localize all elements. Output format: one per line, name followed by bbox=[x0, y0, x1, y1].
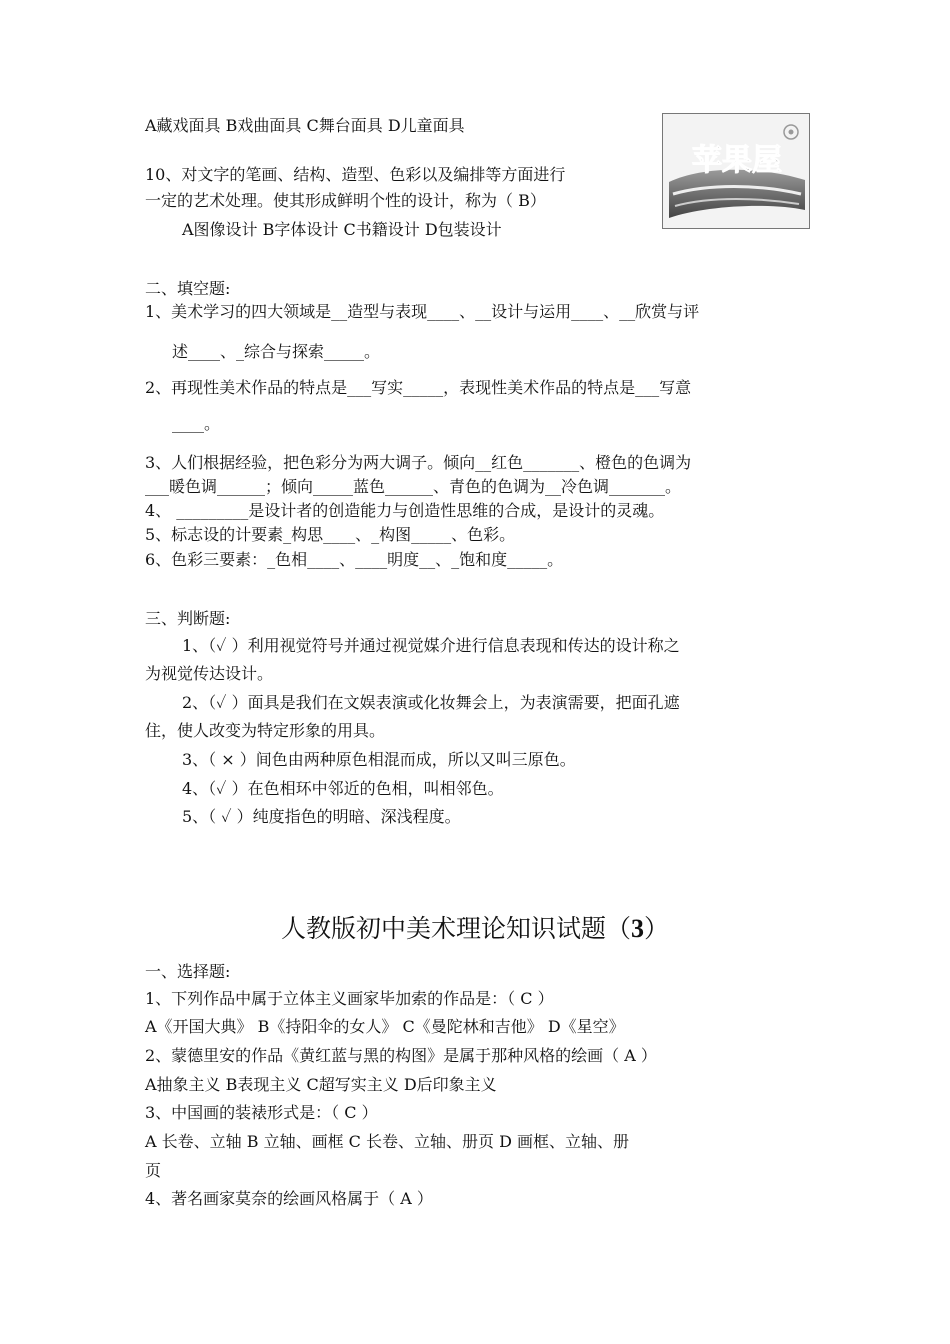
choice-line: A 长卷、立轴 B 立轴、画框 C 长卷、立轴、册页 D 画框、立轴、册 bbox=[145, 1132, 629, 1151]
fill-line: 4、 _________是设计者的创造能力与创造性思维的合成，是设计的灵魂。 bbox=[145, 501, 665, 520]
q10-line2: 一定的艺术处理。使其形成鲜明个性的设计，称为（ B） bbox=[145, 191, 546, 210]
judge-line: 3、（ × ）间色由两种原色相混而成，所以又叫三原色。 bbox=[182, 750, 576, 769]
q9-options: A藏戏面具 B戏曲面具 C舞台面具 D儿童面具 bbox=[145, 116, 465, 135]
fill-line: 5、标志设的计要素_构思____、_构图_____、色彩。 bbox=[145, 525, 516, 544]
choice-line: 2、蒙德里安的作品《黄红蓝与黑的构图》是属于那种风格的绘画（ A ） bbox=[145, 1046, 657, 1065]
judge-line: 1、（✓ ）利用视觉符号并通过视觉媒介进行信息表现和传达的设计称之 bbox=[182, 636, 680, 655]
fill-line: ___暖色调______；倾向_____蓝色______、青色的色调为__冷色调_______。 bbox=[145, 477, 682, 496]
svg-text:苹果屋: 苹果屋 bbox=[692, 143, 782, 178]
judge-line: 住，使人改变为特定形象的用具。 bbox=[145, 721, 386, 740]
choice-line: 3、中国画的装裱形式是：（ C ） bbox=[145, 1103, 378, 1122]
choice-line: 页 bbox=[145, 1161, 162, 1180]
fill-line: 2、再现性美术作品的特点是___写实_____，表现性美术作品的特点是___写意 bbox=[145, 378, 692, 397]
fill-line: 6、色彩三要素：_色相____、____明度__、_饱和度_____。 bbox=[145, 550, 564, 569]
fill-line: 1、美术学习的四大领域是__造型与表现____、__设计与运用____、__欣赏与评 bbox=[145, 302, 700, 321]
fill-line: ____。 bbox=[172, 414, 221, 433]
fill-heading: 二、填空题: bbox=[145, 279, 231, 298]
judge-line: 4、（✓ ）在色相环中邻近的色相，叫相邻色。 bbox=[182, 779, 504, 798]
page-title: 人教版初中美术理论知识试题（3） bbox=[280, 914, 670, 943]
q10-options: A图像设计 B字体设计 C书籍设计 D包装设计 bbox=[182, 220, 502, 239]
choice-line: 4、著名画家莫奈的绘画风格属于（ A ） bbox=[145, 1189, 433, 1208]
choice-line: A抽象主义 B表现主义 C超写实主义 D后印象主义 bbox=[145, 1075, 497, 1094]
choice-heading: 一、选择题: bbox=[145, 962, 231, 981]
judge-line: 5、（ ✓ ）纯度指色的明暗、深浅程度。 bbox=[182, 807, 461, 826]
fill-line: 述____、_综合与探索_____。 bbox=[172, 342, 381, 361]
q10-line1: 10、对文字的笔画、结构、造型、色彩以及编排等方面进行 bbox=[145, 165, 566, 184]
choice-line: A《开国大典》 B《持阳伞的女人》 C《曼陀林和吉他》 D《星空》 bbox=[145, 1017, 625, 1036]
choice-line: 1、下列作品中属于立体主义画家毕加索的作品是：（ C ） bbox=[145, 989, 554, 1008]
judge-line: 2、（✓ ）面具是我们在文娱表演或化妆舞会上，为表演需要，把面孔遮 bbox=[182, 693, 680, 712]
fill-line: 3、人们根据经验，把色彩分为两大调子。倾向__红色_______、橙色的色调为 bbox=[145, 453, 692, 472]
judge-line: 为视觉传达设计。 bbox=[145, 664, 274, 683]
judge-heading: 三、判断题: bbox=[145, 609, 231, 628]
